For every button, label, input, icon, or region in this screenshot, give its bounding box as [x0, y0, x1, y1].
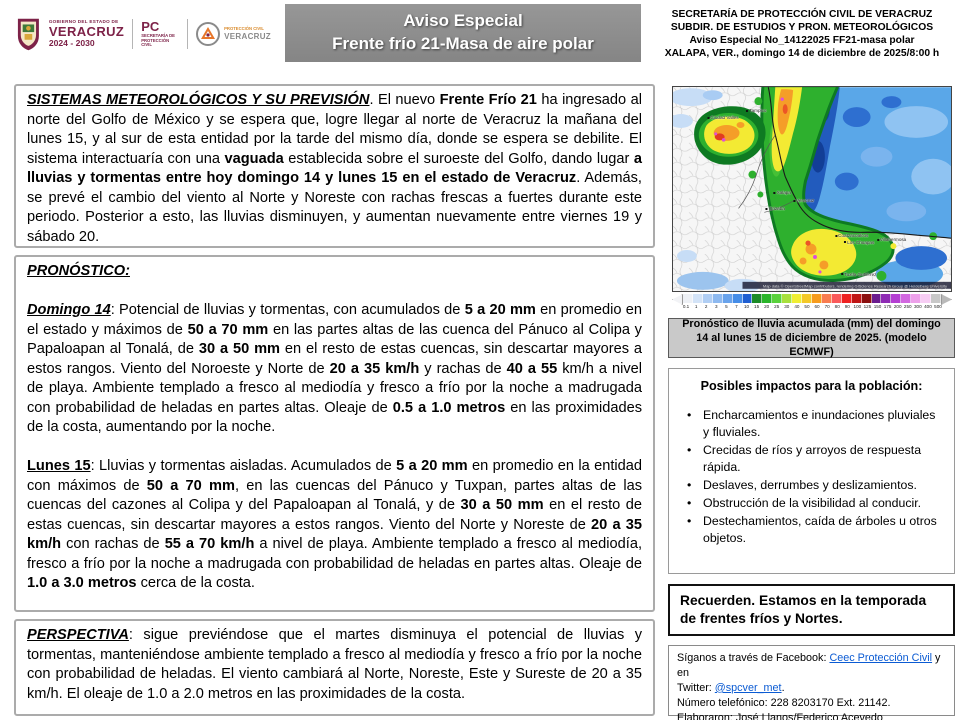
pronostico-heading: PRONÓSTICO: [27, 263, 130, 279]
logo-divider [132, 19, 133, 49]
pc-wordmark [141, 20, 179, 48]
pc-abbr: PC [141, 18, 160, 34]
impact-item: • Encharcamientos e inundaciones pluviales y fluviales. [681, 407, 942, 441]
perspectiva-paragraph: PERSPECTIVA: sigue previéndose que el martes disminuya el potencial de lluvias y tormentas, manteniéndose ambiente templado a fresco al mediodía y fresco a frío por la noche con probabilidad de heladas. El viento cambiará al Norte, Noreste, Este y Sureste de 20 a 35 km/h. El oleaje de 1.0 a 2.0 metros en las proximidades de la costa. [27, 627, 642, 702]
impacts-title: Posibles impactos para la población: [700, 379, 923, 393]
colorbar-tick-label: 100 [853, 304, 862, 309]
colorbar-tick-label: 40 [794, 304, 800, 309]
gov-name: VERACRUZ [48, 24, 125, 40]
systems-paragraph: SISTEMAS METEOROLÓGICOS Y SU PREVISIÓN. El nuevo Frente Frío 21 ha ingresado al norte del Golfo de México y se espera que, logre llegar al norte de Veracruz la mañana del lunes 15, y al sur de esta entidad por la tarde del mismo día, donde se espera se debilite. El sistema interactuaría con una vaguada establecida sobre el suroeste del Golfo, dando lugar a lluvias y tormentas entre hoy domingo 14 y lunes 15 en el estado de Veracruz. Además, se prevé el cambio del viento al Norte y Noreste con rachas frescas a fuertes durante este periodo. Posterior a esto, las lluvias disminuyen, y aumentan nuevamente entre viernes 19 y sábado 20. [27, 92, 642, 245]
colorbar-segment [683, 294, 693, 303]
colorbar-tick-label: 70 [824, 304, 830, 309]
colorbar-segment [881, 294, 891, 303]
colorbar-tick-label: 10 [743, 304, 750, 309]
reminder-text: Recuerden. Estamos en la temporada de frentes fríos y Nortes. [680, 593, 927, 626]
colorbar-tick-label: 80 [834, 304, 840, 309]
footer-contact-box [668, 645, 955, 720]
map-city-label: Los Choapas [844, 240, 874, 245]
pc-sub2: PROTECCIÓN CIVIL [141, 37, 170, 48]
map-city-label: Tampico [746, 108, 766, 113]
title-line2: Frente frío 21-Masa de aire polar [332, 34, 594, 53]
colorbar-tick-label: 15 [754, 304, 760, 309]
title-banner [285, 4, 641, 62]
map-city-label: Villahermosa [877, 237, 906, 242]
colorbar-segment [812, 294, 822, 303]
gobierno-veracruz-wordmark [49, 20, 124, 47]
colorbar-segment [792, 294, 802, 303]
colorbar-tick-label: 5 [725, 304, 728, 309]
colorbar-segment [802, 294, 812, 303]
perspectiva-box [14, 619, 655, 716]
colorbar-tick-label: 150 [873, 304, 882, 309]
impact-item: • Deslaves, derrumbes y deslizamientos. [681, 477, 942, 494]
reminder-box [668, 584, 955, 636]
agency-line: SECRETARÍA DE PROTECCIÓN CIVIL DE VERACRUZ [671, 9, 933, 20]
footer-contact-text: Síganos a través de Facebook: Ceec Protección Civil y en Twitter: @spcver_met. Número telefónico: 228 8203170 Ext. 21142. Elaboraron: José Llanos/Federico Acevedo [677, 652, 941, 720]
map-city-label: Tuxtla Gutiérrez [841, 272, 877, 277]
logo-divider [187, 19, 188, 49]
impact-item: • Obstrucción de la visibilidad al conducir. [681, 495, 942, 512]
impacts-list [681, 407, 942, 547]
title-line1: Aviso Especial [403, 11, 523, 31]
pronostico-domingo-paragraph: Domingo 14: Potencial de lluvias y tormentas, con acumulados de 5 a 20 mm en promedio en el estado y máximos de 50 a 70 mm en las partes altas de las cuenca del Pánuco al Colipa y Papaloapan al Tonalá, de 30 a 50 mm en el resto de estas cuencas, sin descartar mayores a estos rangos. Viento del Noroeste y Norte de 20 a 35 km/h y rachas de 40 a 55 km/h a nivel de playa. Ambiente templado a fresco al mediodía y fresco a frío por la noche a madrugada con probabilidad de heladas en partes altas. Oleaje de 0.5 a 1.0 metros en las proximidades de la costa, aumentando por la noche. [27, 302, 643, 435]
impacts-box [668, 368, 955, 574]
agency-line: Aviso Especial No_14122025 FF21-masa polar [689, 34, 915, 46]
colorbar-tick-label: 400 [924, 304, 932, 309]
map-credit-text: Map data © OpenStreetMap contributors, rendering GIScience Research Group @ Heidelberg University [762, 283, 948, 289]
colorbar-segment [782, 294, 792, 303]
footer-link[interactable]: @spcver_met [714, 681, 782, 694]
colorbar-tick-label: 0.1 [682, 304, 690, 309]
gov-years: 2024 - 2030 [48, 37, 95, 48]
gov-line1: GOBIERNO DEL ESTADO DE [48, 19, 119, 25]
spacer [27, 282, 642, 302]
pcv-line2: VERACRUZ [224, 31, 271, 41]
colorbar-tick-label: 1 [694, 304, 698, 309]
colorbar-segment [772, 294, 782, 303]
pc-sub1: SECRETARÍA DE [141, 33, 175, 39]
precipitation-map [672, 86, 952, 292]
colorbar-segment [743, 294, 753, 303]
colorbar-tick-label: 30 [784, 304, 790, 309]
colorbar-segment [713, 294, 723, 303]
colorbar-tick-label: 3 [714, 304, 718, 309]
colorbar-segment [931, 294, 941, 303]
colorbar-segment [703, 294, 713, 303]
pronostico-lunes-paragraph: Lunes 15: Lluvias y tormentas aisladas. Acumulados de 5 a 20 mm en promedio en la entidad con máximos de 50 a 70 mm, en las cuencas del Pánuco y Tuxpan, partes altas de las cuencas del cazones al Colipa y del Papaloapan al Tonalá, y de 30 a 50 mm en el resto de estas cuencas, sin descartar mayores a estos rangos. Viento del Norte y Noreste de 20 a 35 km/h con rachas de 55 a 70 km/h a nivel de playa. Ambiente templado a fresco al mediodía, fresco a frío por la noche a madrugada con probabilidad de heladas en partes altas. Oleaje de 1.0 a 3.0 metros cerca de la costa. [27, 458, 643, 591]
colorbar-segment [762, 294, 772, 303]
pcv-wordmark [224, 27, 271, 41]
colorbar-tick-label: 25 [774, 304, 780, 309]
colorbar-segment [852, 294, 862, 303]
colorbar-tick-label: 90 [844, 304, 850, 309]
colorbar-segment [862, 294, 872, 303]
spacer [27, 438, 642, 458]
proteccion-civil-veracruz-logo [196, 22, 271, 46]
colorbar-segment [723, 294, 733, 303]
map-city-label: Veracruz [793, 198, 814, 203]
systems-forecast-box [14, 84, 655, 248]
colorbar-tick-label: 250 [903, 304, 912, 309]
map-city-label: Coatzacoalcos [835, 233, 868, 238]
colorbar-segment [921, 294, 931, 303]
colorbar-tick-label: 500 [934, 304, 942, 309]
precip-colorbar [672, 294, 952, 303]
pronostico-box [14, 255, 655, 612]
colorbar-tick-label: 125 [863, 304, 872, 309]
colorbar-segment [832, 294, 842, 303]
colorbar-tick-label: 7 [735, 304, 738, 309]
colorbar-tick-label: 20 [764, 304, 770, 309]
colorbar-tick-label: 200 [893, 304, 902, 309]
footer-link[interactable]: Ceec Protección Civil [829, 652, 933, 664]
proteccion-civil-emblem-icon [196, 22, 220, 46]
map-caption: Pronóstico de lluvia acumulada (mm) del domingo 14 al lunes 15 de diciembre de 2025. (modelo ECMWF) [668, 318, 955, 358]
agency-header [652, 9, 952, 61]
agency-line: SUBDIR. DE ESTUDIOS Y PRON. METEOROLÓGICOS [670, 21, 934, 33]
agency-line: XALAPA, VER., domingo 14 de diciembre de 2025/8:00 h [664, 47, 940, 59]
map-city-label: Xalapa [774, 190, 791, 195]
pcv-line1: PROTECCIÓN CIVIL [224, 25, 264, 31]
colorbar-segments [683, 294, 941, 303]
colorbar-tick-label: 2 [704, 304, 708, 309]
colorbar-segment [891, 294, 901, 303]
impact-item: • Crecidas de ríos y arroyos de respuesta rápida. [681, 442, 942, 476]
logo-strip [16, 8, 271, 60]
colorbar-labels [681, 304, 943, 309]
colorbar-segment [911, 294, 921, 303]
impact-item: • Destechamientos, caída de árboles u otros objetos. [681, 513, 942, 547]
colorbar-segment [693, 294, 703, 303]
map-city-label: Ciudad Valles [708, 115, 739, 120]
colorbar-segment [733, 294, 743, 303]
colorbar-segment [752, 294, 762, 303]
veracruz-coat-of-arms-icon [16, 16, 41, 52]
colorbar-segment [901, 294, 911, 303]
colorbar-segment [872, 294, 882, 303]
colorbar-tick-label: 300 [914, 304, 922, 309]
colorbar-tick-label: 50 [804, 304, 810, 309]
colorbar-tick-label: 175 [883, 304, 892, 309]
colorbar-segment [822, 294, 832, 303]
colorbar-segment [842, 294, 852, 303]
map-city-label: Orizaba [766, 206, 785, 211]
colorbar-tick-label: 60 [814, 304, 820, 309]
